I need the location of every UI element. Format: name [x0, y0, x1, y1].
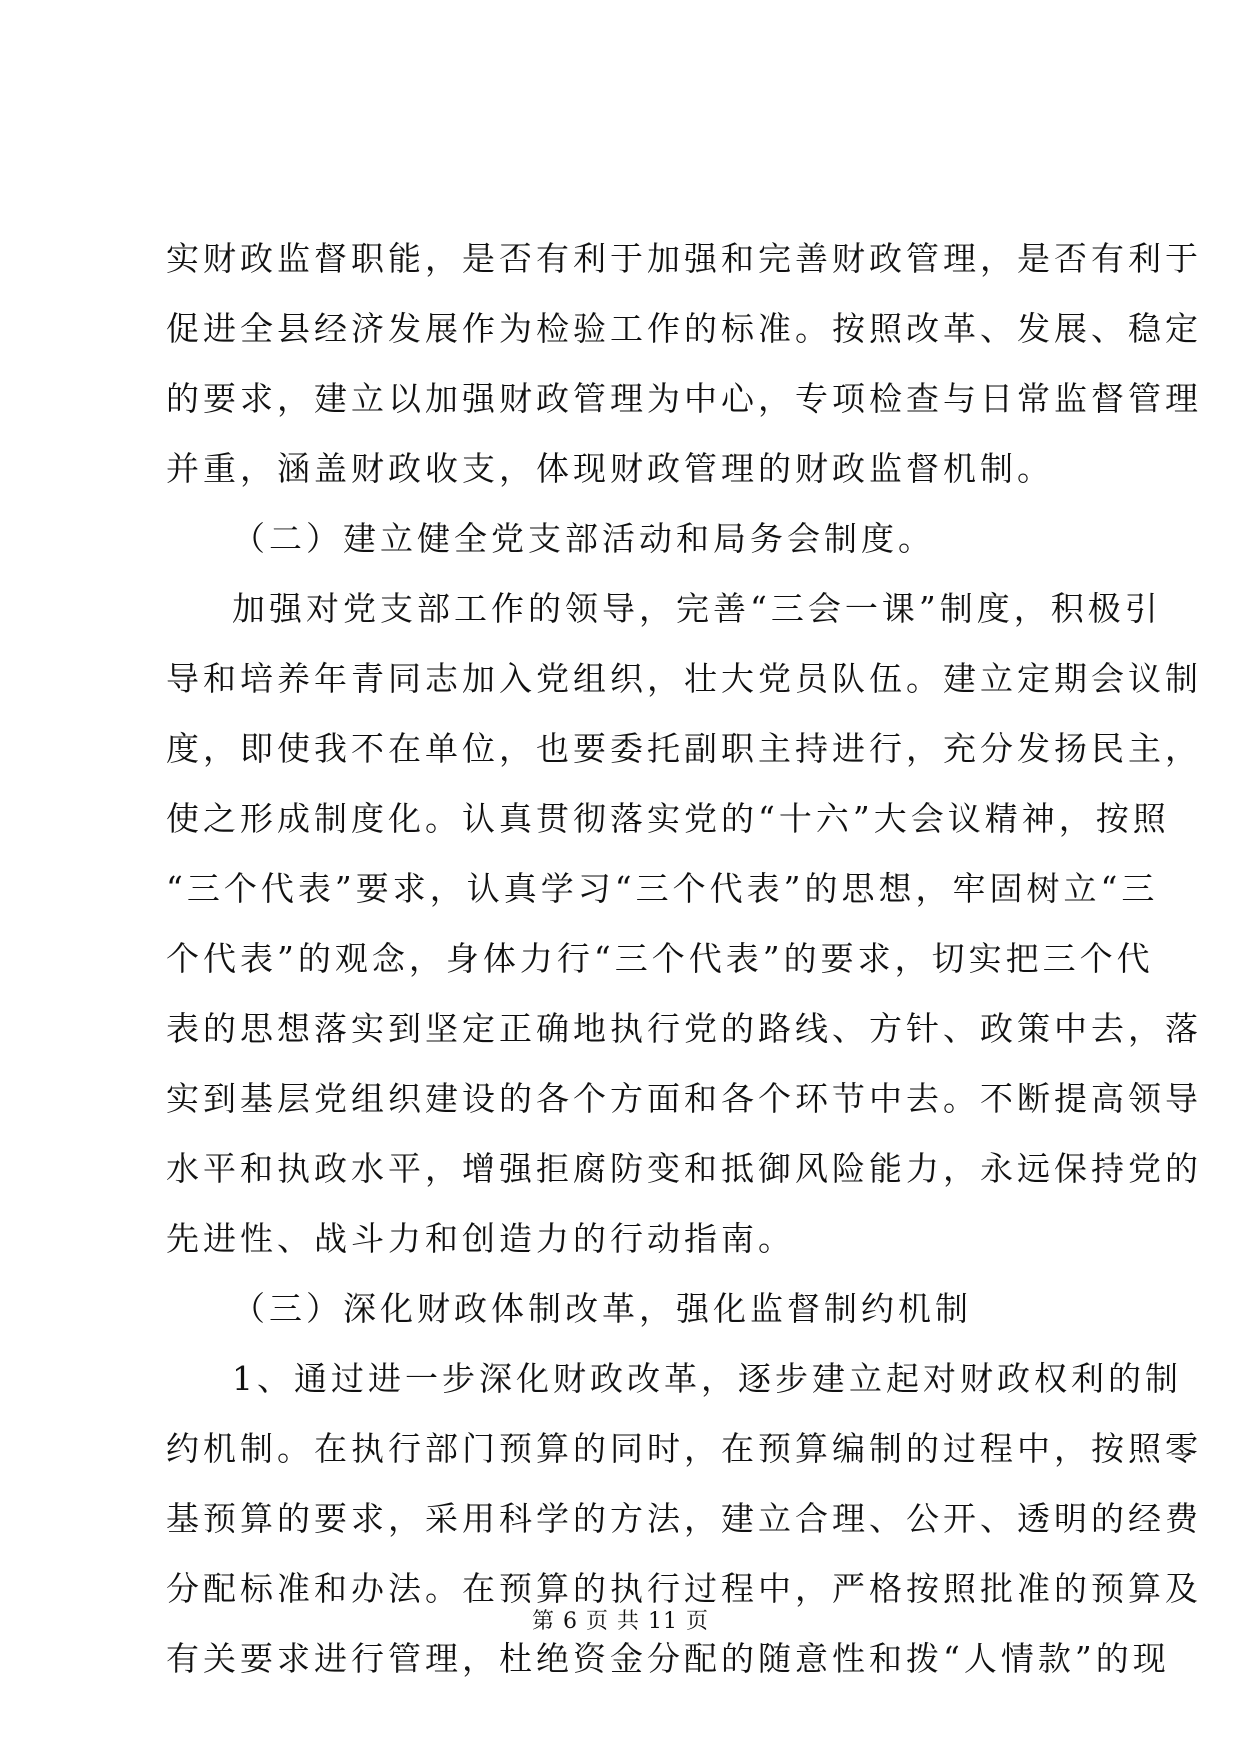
text-line: 加强对党支部工作的领导，完善“三会一课”制度，积极引: [232, 589, 1162, 628]
text-line: “三个代表”要求，认真学习“三个代表”的思想，牢固树立“三: [166, 869, 1159, 908]
body-text: [166, 224, 1202, 1694]
text-line: 导和培养年青同志加入党组织，壮大党员队伍。建立定期会议制: [166, 659, 1202, 698]
text-line: 使之形成制度化。认真贯彻落实党的“十六”大会议精神，按照: [166, 799, 1170, 838]
section-heading: （三）深化财政体制改革，强化监督制约机制: [232, 1289, 972, 1328]
text-line: 约机制。在执行部门预算的同时，在预算编制的过程中，按照零: [166, 1429, 1202, 1468]
text-line: 水平和执政水平，增强拒腐防变和抵御风险能力，永远保持党的: [166, 1149, 1202, 1188]
text-line: 有关要求进行管理，杜绝资金分配的随意性和拨“人情款”的现: [166, 1639, 1170, 1678]
text-line: 1、通过进一步深化财政改革，逐步建立起对财政权利的制: [232, 1359, 1182, 1398]
page-number-footer: 第 6 页 共 11 页: [532, 1609, 709, 1634]
text-line: 度，即使我不在单位，也要委托副职主持进行，充分发扬民主，: [166, 729, 1202, 768]
text-line: 表的思想落实到坚定正确地执行党的路线、方针、政策中去，落: [166, 1009, 1202, 1048]
text-line: 先进性、战斗力和创造力的行动指南。: [166, 1219, 795, 1258]
text-line: 个代表”的观念，身体力行“三个代表”的要求，切实把三个代: [166, 939, 1154, 978]
text-line: 的要求，建立以加强财政管理为中心，专项检查与日常监督管理: [166, 379, 1202, 418]
text-line: 并重，涵盖财政收支，体现财政管理的财政监督机制。: [166, 449, 1054, 488]
text-line: 实到基层党组织建设的各个方面和各个环节中去。不断提高领导: [166, 1079, 1202, 1118]
text-line: 实财政监督职能，是否有利于加强和完善财政管理，是否有利于: [166, 239, 1202, 278]
text-line: 分配标准和办法。在预算的执行过程中，严格按照批准的预算及: [166, 1569, 1202, 1608]
text-line: 促进全县经济发展作为检验工作的标准。按照改革、发展、稳定: [166, 309, 1202, 348]
text-line: 基预算的要求，采用科学的方法，建立合理、公开、透明的经费: [166, 1499, 1202, 1538]
section-heading: （二）建立健全党支部活动和局务会制度。: [232, 519, 935, 558]
